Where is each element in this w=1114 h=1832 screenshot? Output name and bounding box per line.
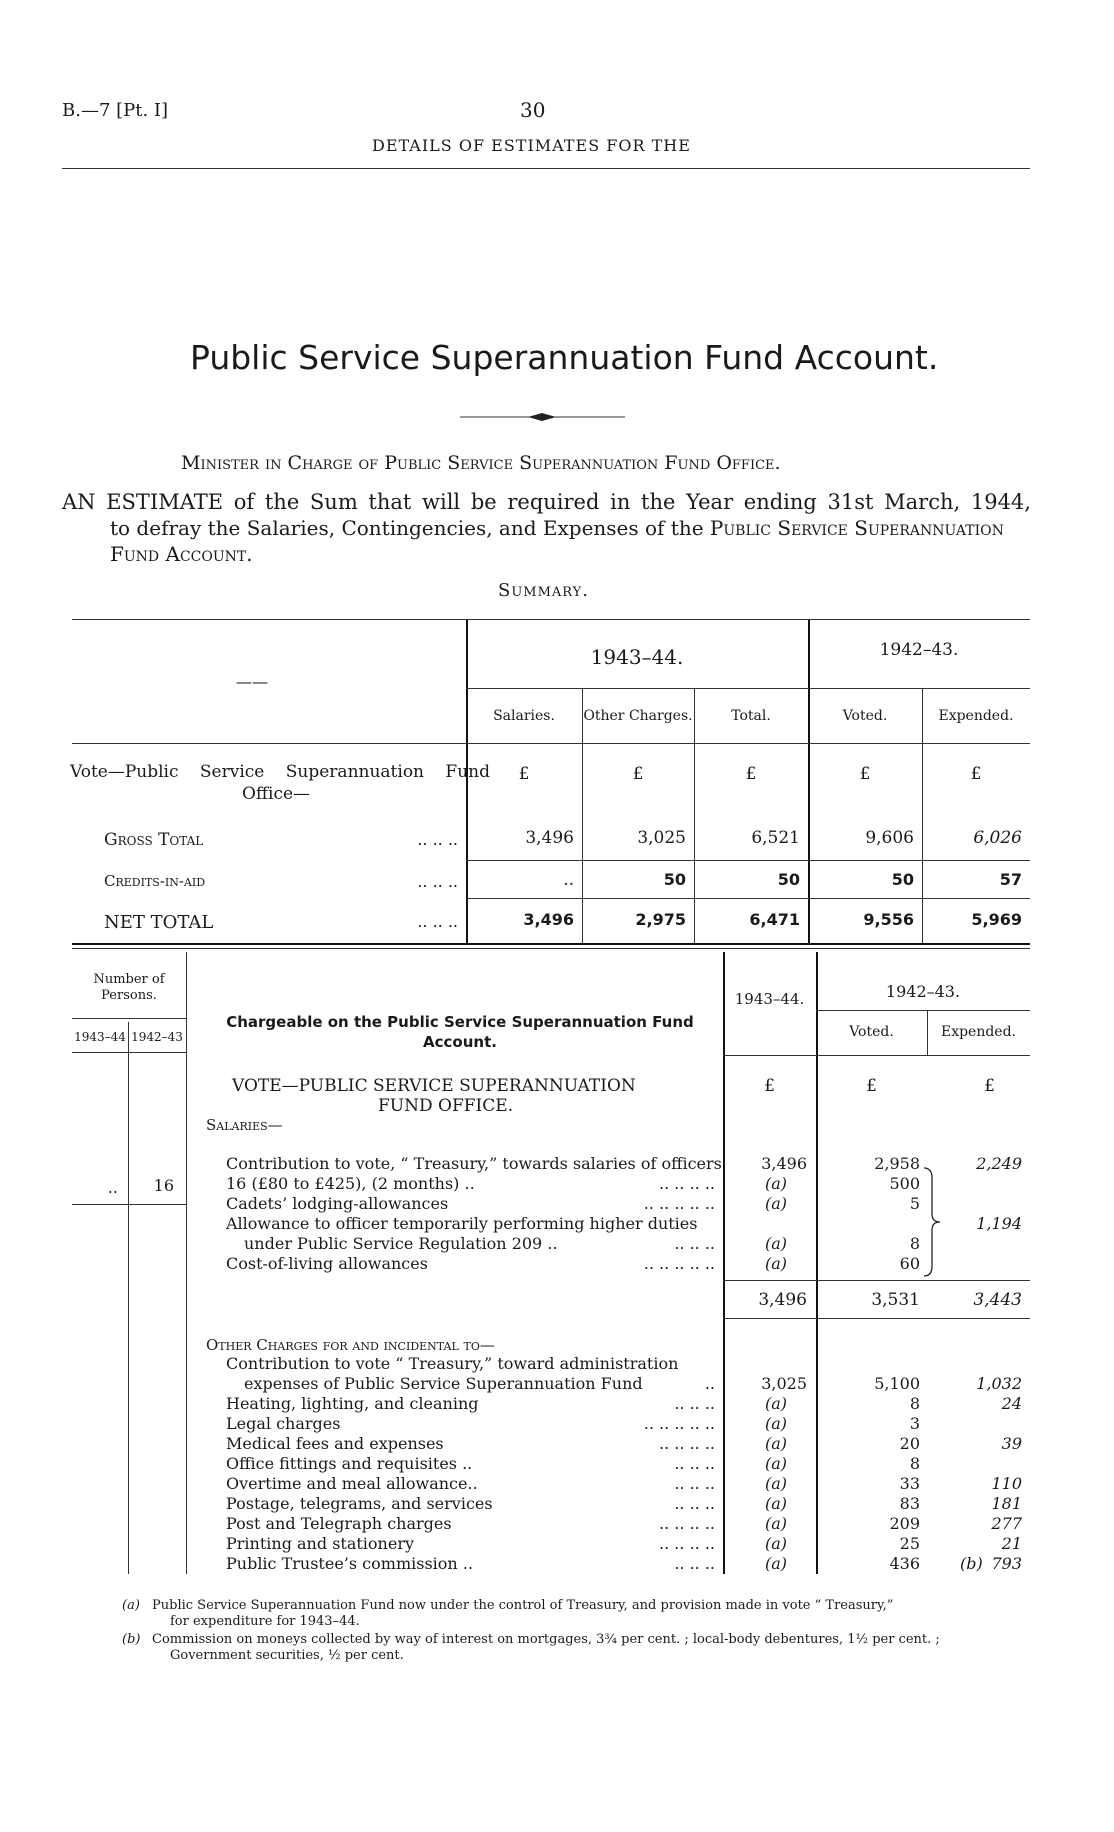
summary-vote-label-2: Office—: [242, 784, 311, 804]
detail-divider-years: [128, 1022, 129, 1574]
salary-dots: .. .. .. .. ..: [643, 1254, 715, 1273]
other-line: Printing and stationery: [226, 1534, 415, 1553]
salary-total-voted: 3,531: [871, 1290, 920, 1310]
persons-col-1942: 1942–43: [131, 1030, 183, 1044]
other-estimate: (a): [764, 1534, 787, 1553]
minister-line: Minister in Charge of Public Service Superannuation Fund Office.: [181, 452, 781, 474]
page-number: 30: [520, 98, 546, 122]
salary-voted: 60: [899, 1254, 920, 1273]
other-dots: .. .. .. ..: [659, 1534, 715, 1553]
detail-col-1942: 1942–43.: [885, 982, 961, 1001]
footnote-mark-a: (a): [122, 1598, 140, 1613]
other-voted: 83: [899, 1494, 920, 1513]
summary-row-label: Credits-in-aid: [104, 872, 206, 890]
summary-other-cell: 3,025: [637, 828, 686, 848]
page-title: Public Service Superannuation Fund Account.: [190, 338, 939, 377]
number-of-persons-header: Number of Persons.: [93, 972, 165, 1003]
other-line: expenses of Public Service Superannuation Fund: [244, 1374, 643, 1393]
summary-row-dots: .. .. ..: [417, 912, 458, 931]
summary-salaries-cell: 3,496: [525, 828, 574, 848]
other-line: Legal charges: [226, 1414, 341, 1433]
footnote-a-line-1: Public Service Superannuation Fund now under the control of Treasury, and provision made in vote “ Treasury,”: [152, 1598, 894, 1613]
estimate-line-1: AN ESTIMATE of the Sum that will be required in the Year ending 31st March, 1944,: [62, 490, 1031, 514]
salary-line: Cost-of-living allowances: [226, 1254, 428, 1273]
other-line: Overtime and meal allowance..: [226, 1474, 478, 1493]
estimate-line-2-smallcaps: Public Service Superannuation: [709, 516, 1004, 540]
other-expended: 21: [1001, 1534, 1022, 1553]
summary-other-cell: 2,975: [635, 910, 686, 929]
summary-divider-other: [694, 688, 695, 943]
summary-total-cell: 6,521: [751, 828, 800, 848]
estimate-line-2: [110, 516, 1004, 540]
other-dots: .. .. .. .. ..: [643, 1414, 715, 1433]
other-voted: 8: [909, 1454, 920, 1473]
other-expended: 110: [991, 1474, 1022, 1493]
document-reference: B.—7 [Pt. I]: [62, 100, 169, 121]
salary-voted: 5: [909, 1194, 920, 1213]
summary-dash: ——: [236, 672, 268, 691]
summary-divider-salaries: [582, 688, 583, 943]
summary-row-label: Gross Total: [104, 830, 204, 850]
detail-col-1943: 1943–44.: [734, 990, 805, 1008]
footnote-b-line-1: Commission on moneys collected by way of interest on mortgages, 3¾ per cent. ; local-body debentures, 1½ per cent. ;: [152, 1632, 940, 1647]
summary-col-1943: 1943–44.: [590, 645, 684, 669]
other-expended-prefix: (b): [960, 1554, 983, 1573]
summary-col-1942: 1942–43.: [879, 640, 959, 660]
summary-header-bottom-rule: [72, 743, 1030, 744]
detail-persons-rule: [72, 1018, 186, 1019]
footnote-b-line-2: Government securities, ½ per cent.: [170, 1648, 404, 1663]
salary-voted: 8: [909, 1234, 920, 1253]
salary-dots: .. .. ..: [674, 1234, 715, 1253]
chargeable-header: Chargeable on the Public Service Superannuation Fund Account.: [226, 1013, 694, 1051]
summary-expended-cell: 5,969: [971, 910, 1022, 929]
other-charges-heading: Other Charges for and incidental to—: [206, 1336, 495, 1354]
other-estimate: (a): [764, 1514, 787, 1533]
salary-total-expended: 3,443: [973, 1290, 1022, 1310]
other-estimate: (a): [764, 1554, 787, 1573]
salary-line: Contribution to vote, “ Treasury,” towards salaries of officers: [226, 1154, 722, 1173]
other-voted: 33: [899, 1474, 920, 1493]
vote-title-line-1: VOTE—PUBLIC SERVICE SUPERANNUATION: [232, 1076, 636, 1096]
estimate-line-3: Fund Account.: [110, 542, 253, 566]
salary-estimate: (a): [764, 1254, 787, 1273]
other-voted: 436: [889, 1554, 920, 1573]
summary-bottom-rule: [72, 943, 1030, 945]
other-estimate: (a): [764, 1494, 787, 1513]
vote-title-line-2: FUND OFFICE.: [378, 1096, 514, 1116]
salary-total-bottom-rule: [723, 1318, 1030, 1319]
other-line: Postage, telegrams, and services: [226, 1494, 493, 1513]
other-line: Post and Telegraph charges: [226, 1514, 452, 1533]
salary-estimate: (a): [764, 1234, 787, 1253]
other-voted: 209: [889, 1514, 920, 1533]
summary-sub-expended: Expended.: [938, 708, 1014, 724]
footnote-a-line-2: for expenditure for 1943–44.: [170, 1614, 360, 1629]
summary-sub-other: Other Charges.: [583, 708, 693, 724]
summary-gross-rule: [466, 860, 1030, 861]
brace-icon: [922, 1166, 962, 1278]
other-dots: .. .. ..: [674, 1554, 715, 1573]
salary-subtotal-rule: [723, 1280, 1030, 1281]
salary-estimate: (a): [764, 1194, 787, 1213]
other-line: Office fittings and requisites ..: [226, 1454, 473, 1473]
other-dots: .. .. ..: [674, 1454, 715, 1473]
persons-1943-value: ..: [107, 1178, 118, 1197]
summary-row-dots: .. .. ..: [417, 830, 458, 849]
detail-voted-header: Voted.: [849, 1024, 894, 1040]
detail-expended-header: Expended.: [940, 1024, 1017, 1040]
running-title: DETAILS OF ESTIMATES FOR THE: [372, 136, 691, 155]
summary-top-rule: [72, 619, 1030, 620]
salary-line: Cadets’ lodging-allowances: [226, 1194, 449, 1213]
salaries-heading: Salaries—: [206, 1116, 283, 1134]
other-line: Heating, lighting, and cleaning: [226, 1394, 479, 1413]
other-voted: 8: [909, 1394, 920, 1413]
summary-currency: £: [632, 764, 644, 784]
summary-row-label: NET TOTAL: [104, 912, 214, 933]
other-line: Contribution to vote “ Treasury,” toward administration: [226, 1354, 679, 1373]
summary-vote-label-1: Vote—Public Service Superannuation Fund: [70, 762, 490, 782]
other-estimate: 3,025: [761, 1374, 807, 1393]
salary-line: under Public Service Regulation 209 ..: [244, 1234, 558, 1253]
salary-total-estimate: 3,496: [758, 1290, 807, 1310]
footnote-mark-b: (b): [122, 1632, 141, 1647]
summary-voted-cell: 50: [891, 870, 914, 889]
other-dots: .. .. ..: [674, 1394, 715, 1413]
summary-credits-rule: [466, 898, 1030, 899]
other-voted: 25: [899, 1534, 920, 1553]
detail-persons-bottom-rule: [72, 1052, 186, 1053]
other-dots: .. .. .. ..: [659, 1514, 715, 1533]
persons-1942-value: 16: [153, 1176, 174, 1195]
detail-divider-persons: [186, 952, 187, 1574]
salary-line: Allowance to officer temporarily performing higher duties: [226, 1214, 698, 1233]
salary-estimate: (a): [764, 1174, 787, 1193]
other-expended: 39: [1001, 1434, 1022, 1453]
salary-voted: 2,958: [874, 1154, 920, 1173]
other-line: Medical fees and expenses: [226, 1434, 444, 1453]
summary-voted-cell: 9,556: [863, 910, 914, 929]
other-estimate: (a): [764, 1454, 787, 1473]
salary-expended: 1,194: [976, 1214, 1022, 1233]
other-dots: .. .. ..: [674, 1474, 715, 1493]
other-expended: 1,032: [976, 1374, 1022, 1393]
other-dots: .. .. ..: [674, 1494, 715, 1513]
summary-sub-voted: Voted.: [842, 708, 888, 724]
summary-row-dots: .. .. ..: [417, 872, 458, 891]
other-dots: ..: [704, 1374, 715, 1393]
other-line: Public Trustee’s commission ..: [226, 1554, 473, 1573]
summary-salaries-cell: 3,496: [523, 910, 574, 929]
summary-expended-cell: 6,026: [973, 828, 1022, 848]
salary-estimate: 3,496: [761, 1154, 807, 1173]
summary-currency: £: [518, 764, 530, 784]
summary-voted-cell: 9,606: [865, 828, 914, 848]
summary-sub-salaries: Salaries.: [493, 708, 555, 724]
other-expended: 277: [991, 1514, 1022, 1533]
detail-currency: £: [764, 1076, 775, 1096]
salary-line: 16 (£80 to £425), (2 months) ..: [226, 1174, 475, 1193]
summary-currency: £: [745, 764, 757, 784]
summary-sub-total: Total.: [731, 708, 771, 724]
detail-1942-rule: [816, 1010, 1030, 1011]
summary-divider-voted: [922, 688, 923, 943]
other-estimate: (a): [764, 1474, 787, 1493]
header-rule: [62, 168, 1030, 169]
summary-total-cell: 50: [777, 870, 800, 889]
estimate-line-2-text: to defray the Salaries, Contingencies, and Expenses of the: [110, 516, 710, 540]
other-estimate: (a): [764, 1394, 787, 1413]
other-voted: 3: [909, 1414, 920, 1433]
salary-dots: .. .. .. ..: [659, 1174, 715, 1193]
other-expended: 24: [1001, 1394, 1022, 1413]
summary-currency: £: [970, 764, 982, 784]
other-dots: .. .. .. ..: [659, 1434, 715, 1453]
summary-expended-cell: 57: [999, 870, 1022, 889]
salary-expended: 2,249: [976, 1154, 1022, 1173]
title-ornament: [460, 408, 625, 420]
salary-voted: 500: [889, 1174, 920, 1193]
summary-heading: Summary.: [498, 580, 589, 601]
other-expended: 793: [991, 1554, 1022, 1573]
salary-dots: .. .. .. .. ..: [643, 1194, 715, 1213]
persons-col-1943: 1943–44: [74, 1030, 126, 1044]
summary-subheader-rule: [466, 688, 1030, 689]
summary-total-cell: 6,471: [749, 910, 800, 929]
summary-currency: £: [859, 764, 871, 784]
other-expended: 181: [991, 1494, 1022, 1513]
summary-bottom-rule-2: [72, 948, 1030, 949]
other-voted: 5,100: [874, 1374, 920, 1393]
persons-row-rule: [72, 1204, 186, 1205]
detail-currency: £: [866, 1076, 877, 1096]
other-estimate: (a): [764, 1414, 787, 1433]
other-estimate: (a): [764, 1434, 787, 1453]
detail-header-bottom-rule: [723, 1055, 1030, 1056]
summary-other-cell: 50: [663, 870, 686, 889]
summary-salaries-cell: ..: [563, 870, 574, 890]
detail-currency: £: [984, 1076, 995, 1096]
other-voted: 20: [899, 1434, 920, 1453]
